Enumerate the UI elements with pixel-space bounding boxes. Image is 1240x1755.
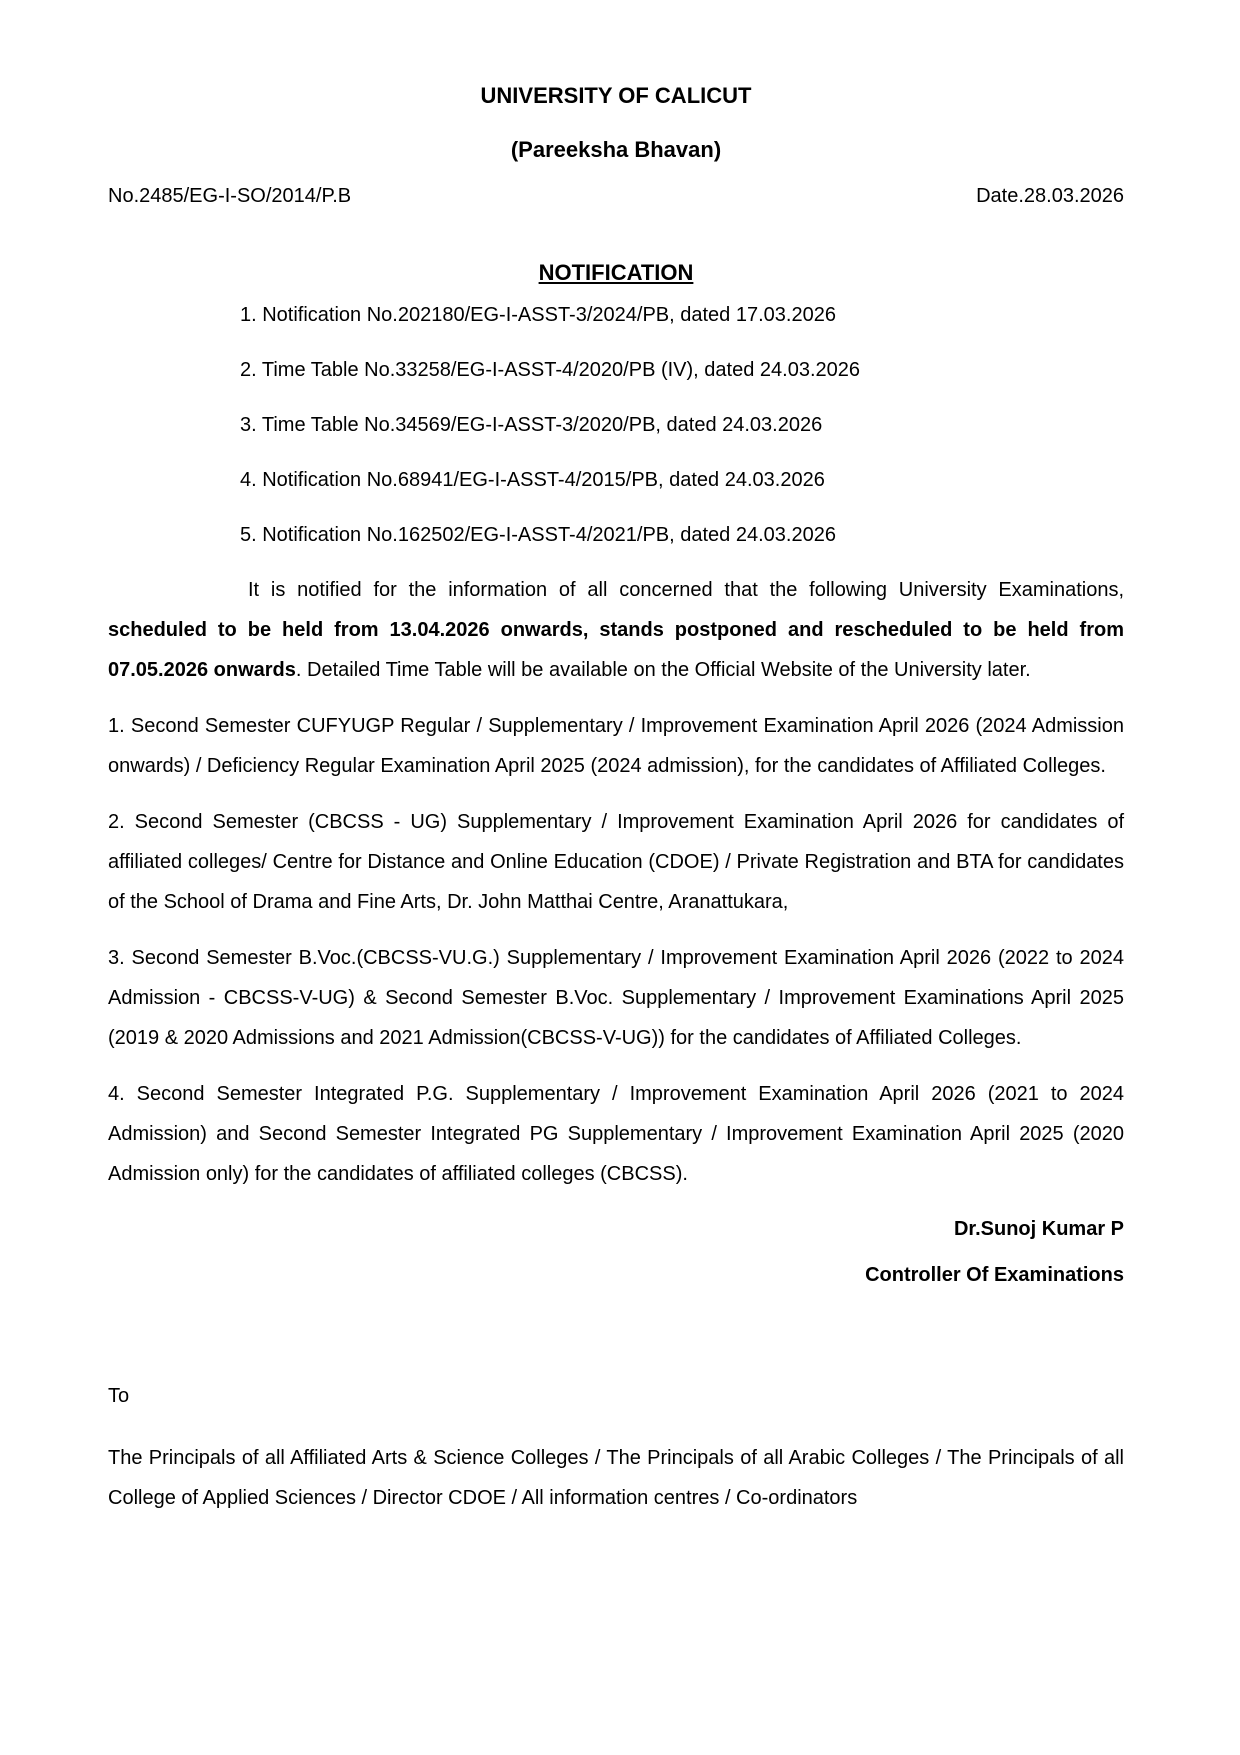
exam-item-2: 2. Second Semester (CBCSS - UG) Supplementary / Improvement Examination April 2026 for candidates of affiliated colleges/ Centre for Distance and Online Education (CDOE) / Private Registration and BTA for candidates of the School of Drama and Fine Arts, Dr. John Matthai Centre, Aranattukara,	[108, 811, 1124, 913]
intro-text-pre: It is notified for the information of all concerned that the following University Examinations,	[248, 579, 1124, 601]
cited-reference-5: 5. Notification No.162502/EG-I-ASST-4/2021/PB, dated 24.03.2026	[240, 524, 836, 546]
to-label: To	[108, 1385, 130, 1407]
signature-block	[108, 1206, 1124, 1298]
cited-references-list	[108, 295, 1124, 555]
exam-item-4: 4. Second Semester Integrated P.G. Supplementary / Improvement Examination April 2026 (2021 to 2024 Admission) and Second Semester Integrated PG Supplementary / Improvement Examination April 2025 (2020 Admission only) for the candidates of affiliated colleges (CBCSS).	[108, 1083, 1124, 1185]
reference-number: No.2485/EG-I-SO/2014/P.B	[108, 185, 352, 207]
department-subtitle: (Pareeksha Bhavan)	[510, 137, 722, 162]
cited-reference-4: 4. Notification No.68941/EG-I-ASST-4/2015/PB, dated 24.03.2026	[240, 469, 825, 491]
postponement-bold-text: scheduled to be held from 13.04.2026 onwards, stands postponed and rescheduled to be held from 07.05.2026 onwards	[108, 619, 1124, 681]
exam-item-1: 1. Second Semester CUFYUGP Regular / Supplementary / Improvement Examination April 2026 (2024 Admission onwards) / Deficiency Regular Examination April 2025 (2024 admission), for the candidates of Affiliated Colleges.	[108, 715, 1124, 777]
intro-text-post: . Detailed Time Table will be available on the Official Website of the University later.	[295, 659, 1031, 681]
exam-item-3: 3. Second Semester B.Voc.(CBCSS-VU.G.) Supplementary / Improvement Examination April 2026 (2022 to 2024 Admission - CBCSS-V-UG) & Second Semester B.Voc. Supplementary / Improvement Examinations April 2025 (2019 & 2020 Admissions and 2021 Admission(CBCSS-V-UG)) for the candidates of Affiliated Colleges.	[108, 947, 1124, 1049]
university-title: UNIVERSITY OF CALICUT	[480, 83, 752, 108]
cited-reference-3: 3. Time Table No.34569/EG-I-ASST-3/2020/PB, dated 24.03.2026	[240, 414, 823, 436]
notification-heading: NOTIFICATION	[538, 260, 694, 285]
recipients-paragraph: The Principals of all Affiliated Arts & Science Colleges / The Principals of all Arabic Colleges / The Principals of all College of Applied Sciences / Director CDOE / All information centres / Co-ordinators	[108, 1447, 1124, 1509]
cited-reference-1: 1. Notification No.202180/EG-I-ASST-3/2024/PB, dated 17.03.2026	[240, 304, 836, 326]
signatory-title: Controller Of Examinations	[865, 1264, 1124, 1286]
signatory-name: Dr.Sunoj Kumar P	[953, 1218, 1124, 1240]
cited-reference-2: 2. Time Table No.33258/EG-I-ASST-4/2020/PB (IV), dated 24.03.2026	[240, 359, 860, 381]
document-date: Date.28.03.2026	[976, 185, 1124, 207]
reference-date-row	[108, 184, 1124, 209]
intro-paragraph	[108, 570, 1124, 690]
